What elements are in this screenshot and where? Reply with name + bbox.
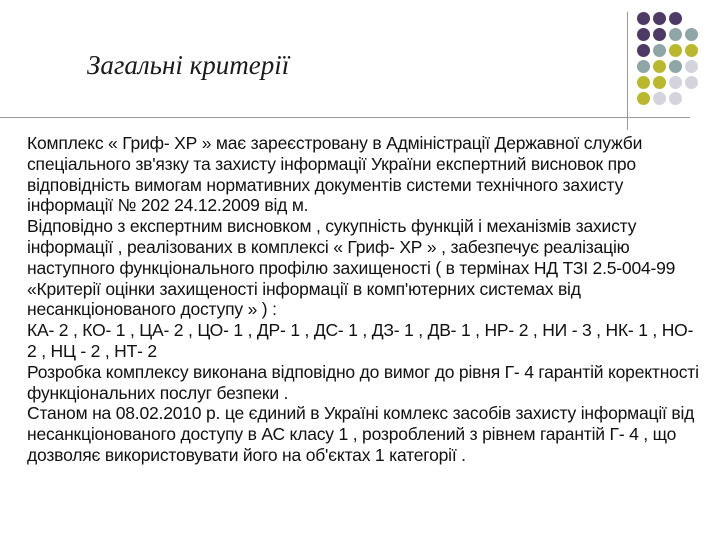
body-paragraph-profile-codes: КА- 2 , КО- 1 , ЦА- 2 , ЦО- 1 , ДР- 1 , ДС- 1 , ДЗ- 1 , ДВ- 1 , НР- 2 , НИ - 3 , НК- 1 , НО- 2 , НЦ - 2 , НТ- 2 xyxy=(27,320,694,361)
body-paragraph-profile: Відповідно з експертним висновком , сукупність функцій і механізмів захисту інформації , реалізованих в комплексі « Гриф- ХР » , забезпечує реалізацію наступного функціонального профілю захищеності ( в термінах НД ТЗІ 2.5-004-99 «Критерії оцінки захищеності інформації в комп'ютерних системах від несанкціонованого доступу » ) : xyxy=(27,216,676,320)
decorative-dot xyxy=(669,12,682,25)
body-paragraph-guarantee-level: Розробка комплексу виконана відповідно до вимог до рівня Г- 4 гарантій коректності функціональних послуг безпеки . xyxy=(27,361,699,403)
slide-title: Загальні критерії xyxy=(87,50,290,80)
decorative-dot xyxy=(637,92,650,105)
decorative-dot xyxy=(669,28,682,41)
decorative-dot xyxy=(685,44,698,57)
decorative-dot xyxy=(669,92,682,105)
decorative-dot xyxy=(653,60,666,73)
decorative-dot xyxy=(669,60,682,73)
slide-body xyxy=(27,133,707,466)
decorative-dot xyxy=(653,76,666,89)
body-paragraph-registration: Комплекс « Гриф- ХР » має зареєстровану в Адміністрації Державної служби спеціального зв'язку та захисту інформації України експертний висновок про відповідність вимогам нормативних документів системи технічного захисту інформації № 202 24.12.2009 від м. xyxy=(27,133,643,216)
body-paragraph-status: Станом на 08.02.2010 р. це єдиний в Україні комлекс засобів захисту інформації від несанкціонованого доступу в АС класу 1 , розроблений з рівнем гарантій Г- 4 , що дозволяє використовувати його на об'єктах 1 категорії . xyxy=(27,403,695,465)
decorative-dot xyxy=(637,60,650,73)
decorative-dot xyxy=(685,28,698,41)
decorative-dot xyxy=(637,76,650,89)
decorative-dot xyxy=(669,76,682,89)
horizontal-divider xyxy=(0,117,690,118)
decorative-dot xyxy=(669,44,682,57)
decorative-dot xyxy=(637,44,650,57)
decorative-dot xyxy=(653,92,666,105)
decorative-dot xyxy=(685,76,698,89)
decorative-dot xyxy=(653,12,666,25)
vertical-divider xyxy=(627,12,628,130)
decorative-dot xyxy=(653,44,666,57)
decorative-dot xyxy=(637,12,650,25)
decorative-dot-grid xyxy=(637,12,717,112)
decorative-dot xyxy=(653,28,666,41)
decorative-dot xyxy=(637,28,650,41)
decorative-dot xyxy=(685,60,698,73)
